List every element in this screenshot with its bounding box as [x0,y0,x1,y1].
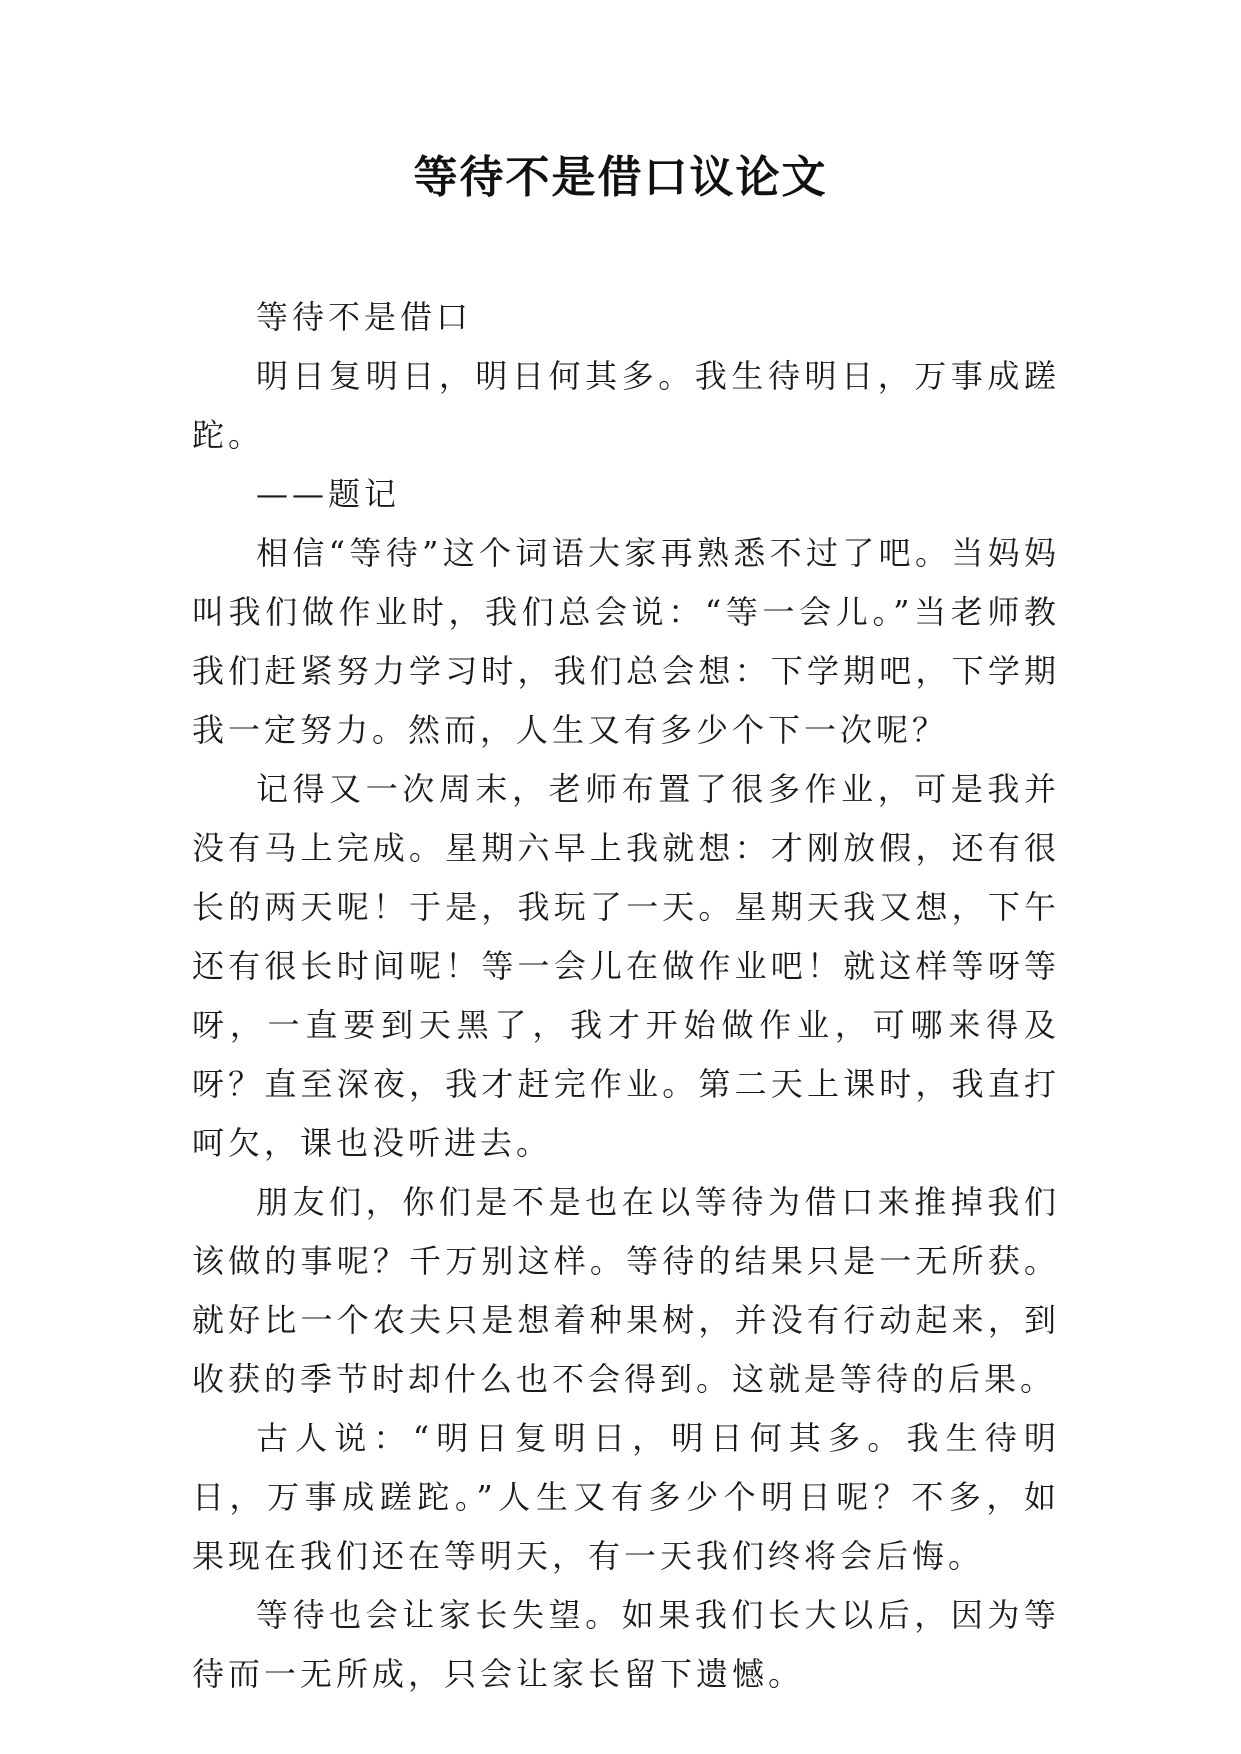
paragraph: 等待也会让家长失望。如果我们长大以后，因为等待而一无所成，只会让家长留下遗憾。 [192,1596,1060,1693]
paragraph: 古人说：“明日复明日，明日何其多。我生待明日，万事成蹉跎。”人生又有多少个明日呢？不多，如果现在我们还在等明天，有一天我们终将会后悔。 [192,1419,1060,1575]
paragraph-epigraph: 明日复明日，明日何其多。我生待明日，万事成蹉跎。 [192,357,1060,454]
paragraph: 朋友们，你们是不是也在以等待为借口来推掉我们该做的事呢？千万别这样。等待的结果只是一无所获。就好比一个农夫只是想着种果树，并没有行动起来，到收获的季节时却什么也不会得到。这就是等待的后果。 [192,1183,1060,1398]
paragraph: 记得又一次周末，老师布置了很多作业，可是我并没有马上完成。星期六早上我就想：才刚放假，还有很长的两天呢！于是，我玩了一天。星期天我又想，下午还有很长时间呢！等一会儿在做作业吧！就这样等呀等呀，一直要到天黑了，我才开始做作业，可哪来得及呀？直至深夜，我才赶完作业。第二天上课时，我直打呵欠，课也没听进去。 [192,770,1060,1162]
paragraph-subtitle: 等待不是借口 [256,298,473,336]
document-body [192,288,1060,1704]
paragraph-epigraph-attribution: ——题记 [256,475,401,513]
paragraph: 相信“等待”这个词语大家再熟悉不过了吧。当妈妈叫我们做作业时，我们总会说：“等一会儿。”当老师教我们赶紧努力学习时，我们总会想：下学期吧，下学期我一定努力。然而，人生又有多少个下一次呢？ [192,534,1060,749]
document-title: 等待不是借口议论文 [413,152,828,203]
